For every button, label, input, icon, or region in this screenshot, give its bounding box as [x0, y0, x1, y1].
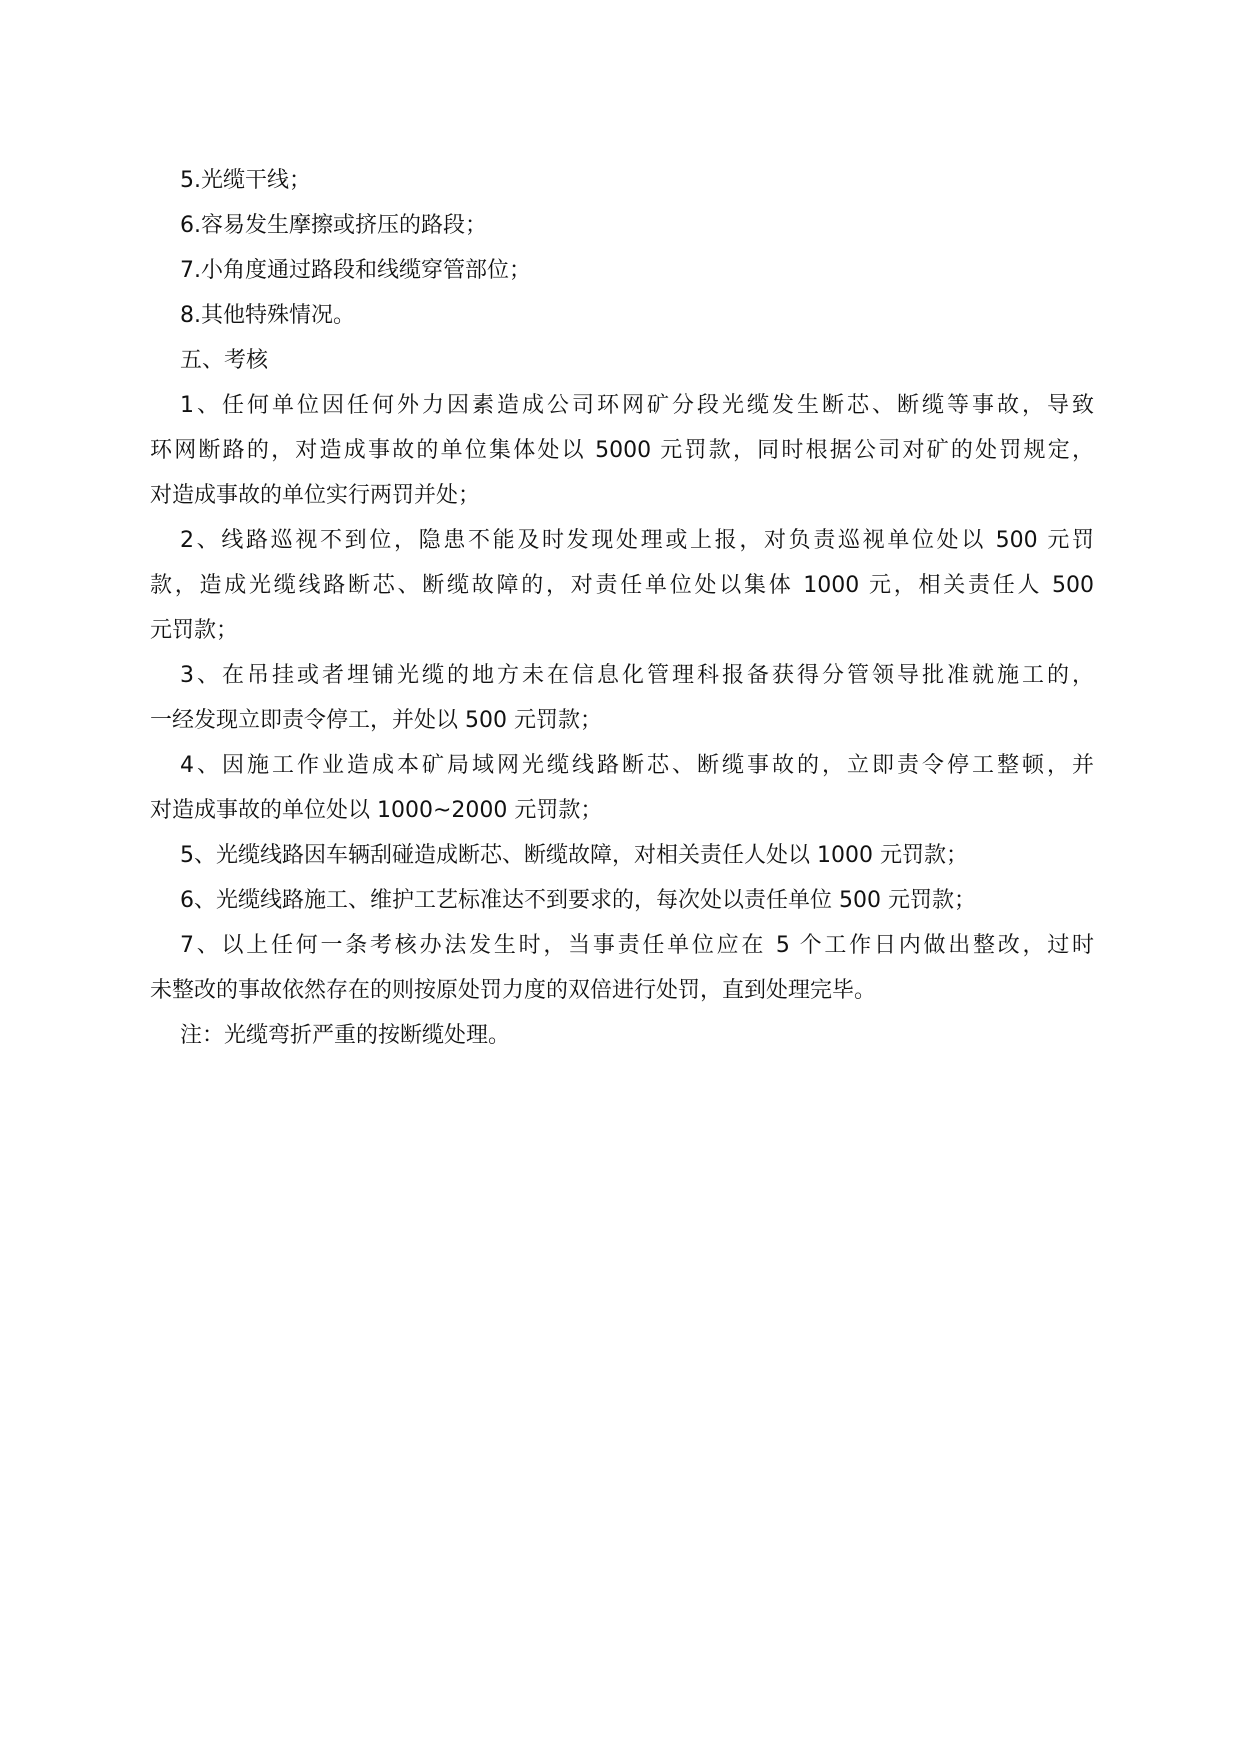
paragraph-line: 1、任何单位因任何外力因素造成公司环网矿分段光缆发生断芯、断缆等事故，导致	[180, 393, 1094, 418]
paragraph-line: 元罚款；	[150, 618, 239, 643]
paragraph-line: 一经发现立即责令停工，并处以 500 元罚款；	[150, 708, 602, 733]
paragraph-line: 5、光缆线路因车辆刮碰造成断芯、断缆故障，对相关责任人处以 1000 元罚款；	[180, 843, 968, 868]
note-line: 注：光缆弯折严重的按断缆处理。	[180, 1023, 511, 1048]
paragraph-line: 对造成事故的单位实行两罚并处；	[150, 483, 481, 508]
section-heading: 五、考核	[180, 348, 269, 373]
paragraph-line: 6、光缆线路施工、维护工艺标准达不到要求的，每次处以责任单位 500 元罚款；	[180, 888, 976, 913]
paragraph-line: 对造成事故的单位处以 1000~2000 元罚款；	[150, 798, 603, 823]
list-item-8: 8.其他特殊情况。	[180, 303, 355, 328]
paragraph-line: 4、因施工作业造成本矿局域网光缆线路断芯、断缆事故的，立即责令停工整顿，并	[180, 753, 1094, 778]
paragraph-line: 2、线路巡视不到位，隐患不能及时发现处理或上报，对负责巡视单位处以 500 元罚	[180, 528, 1094, 553]
list-item-7: 7.小角度通过路段和线缆穿管部位；	[180, 258, 531, 283]
paragraph-line: 环网断路的，对造成事故的单位集体处以 5000 元罚款，同时根据公司对矿的处罚规定，	[150, 438, 1094, 463]
paragraph-line: 未整改的事故依然存在的则按原处罚力度的双倍进行处罚，直到处理完毕。	[150, 978, 877, 1003]
paragraph-line: 款，造成光缆线路断芯、断缆故障的，对责任单位处以集体 1000 元，相关责任人 500	[150, 573, 1094, 598]
document-body	[150, 158, 1094, 1058]
paragraph-line: 3、在吊挂或者埋铺光缆的地方未在信息化管理科报备获得分管领导批准就施工的，	[180, 663, 1094, 688]
list-item-6: 6.容易发生摩擦或挤压的路段；	[180, 213, 487, 238]
list-item-5: 5.光缆干线；	[180, 168, 311, 193]
paragraph-line: 7、以上任何一条考核办法发生时，当事责任单位应在 5 个工作日内做出整改，过时	[180, 933, 1094, 958]
